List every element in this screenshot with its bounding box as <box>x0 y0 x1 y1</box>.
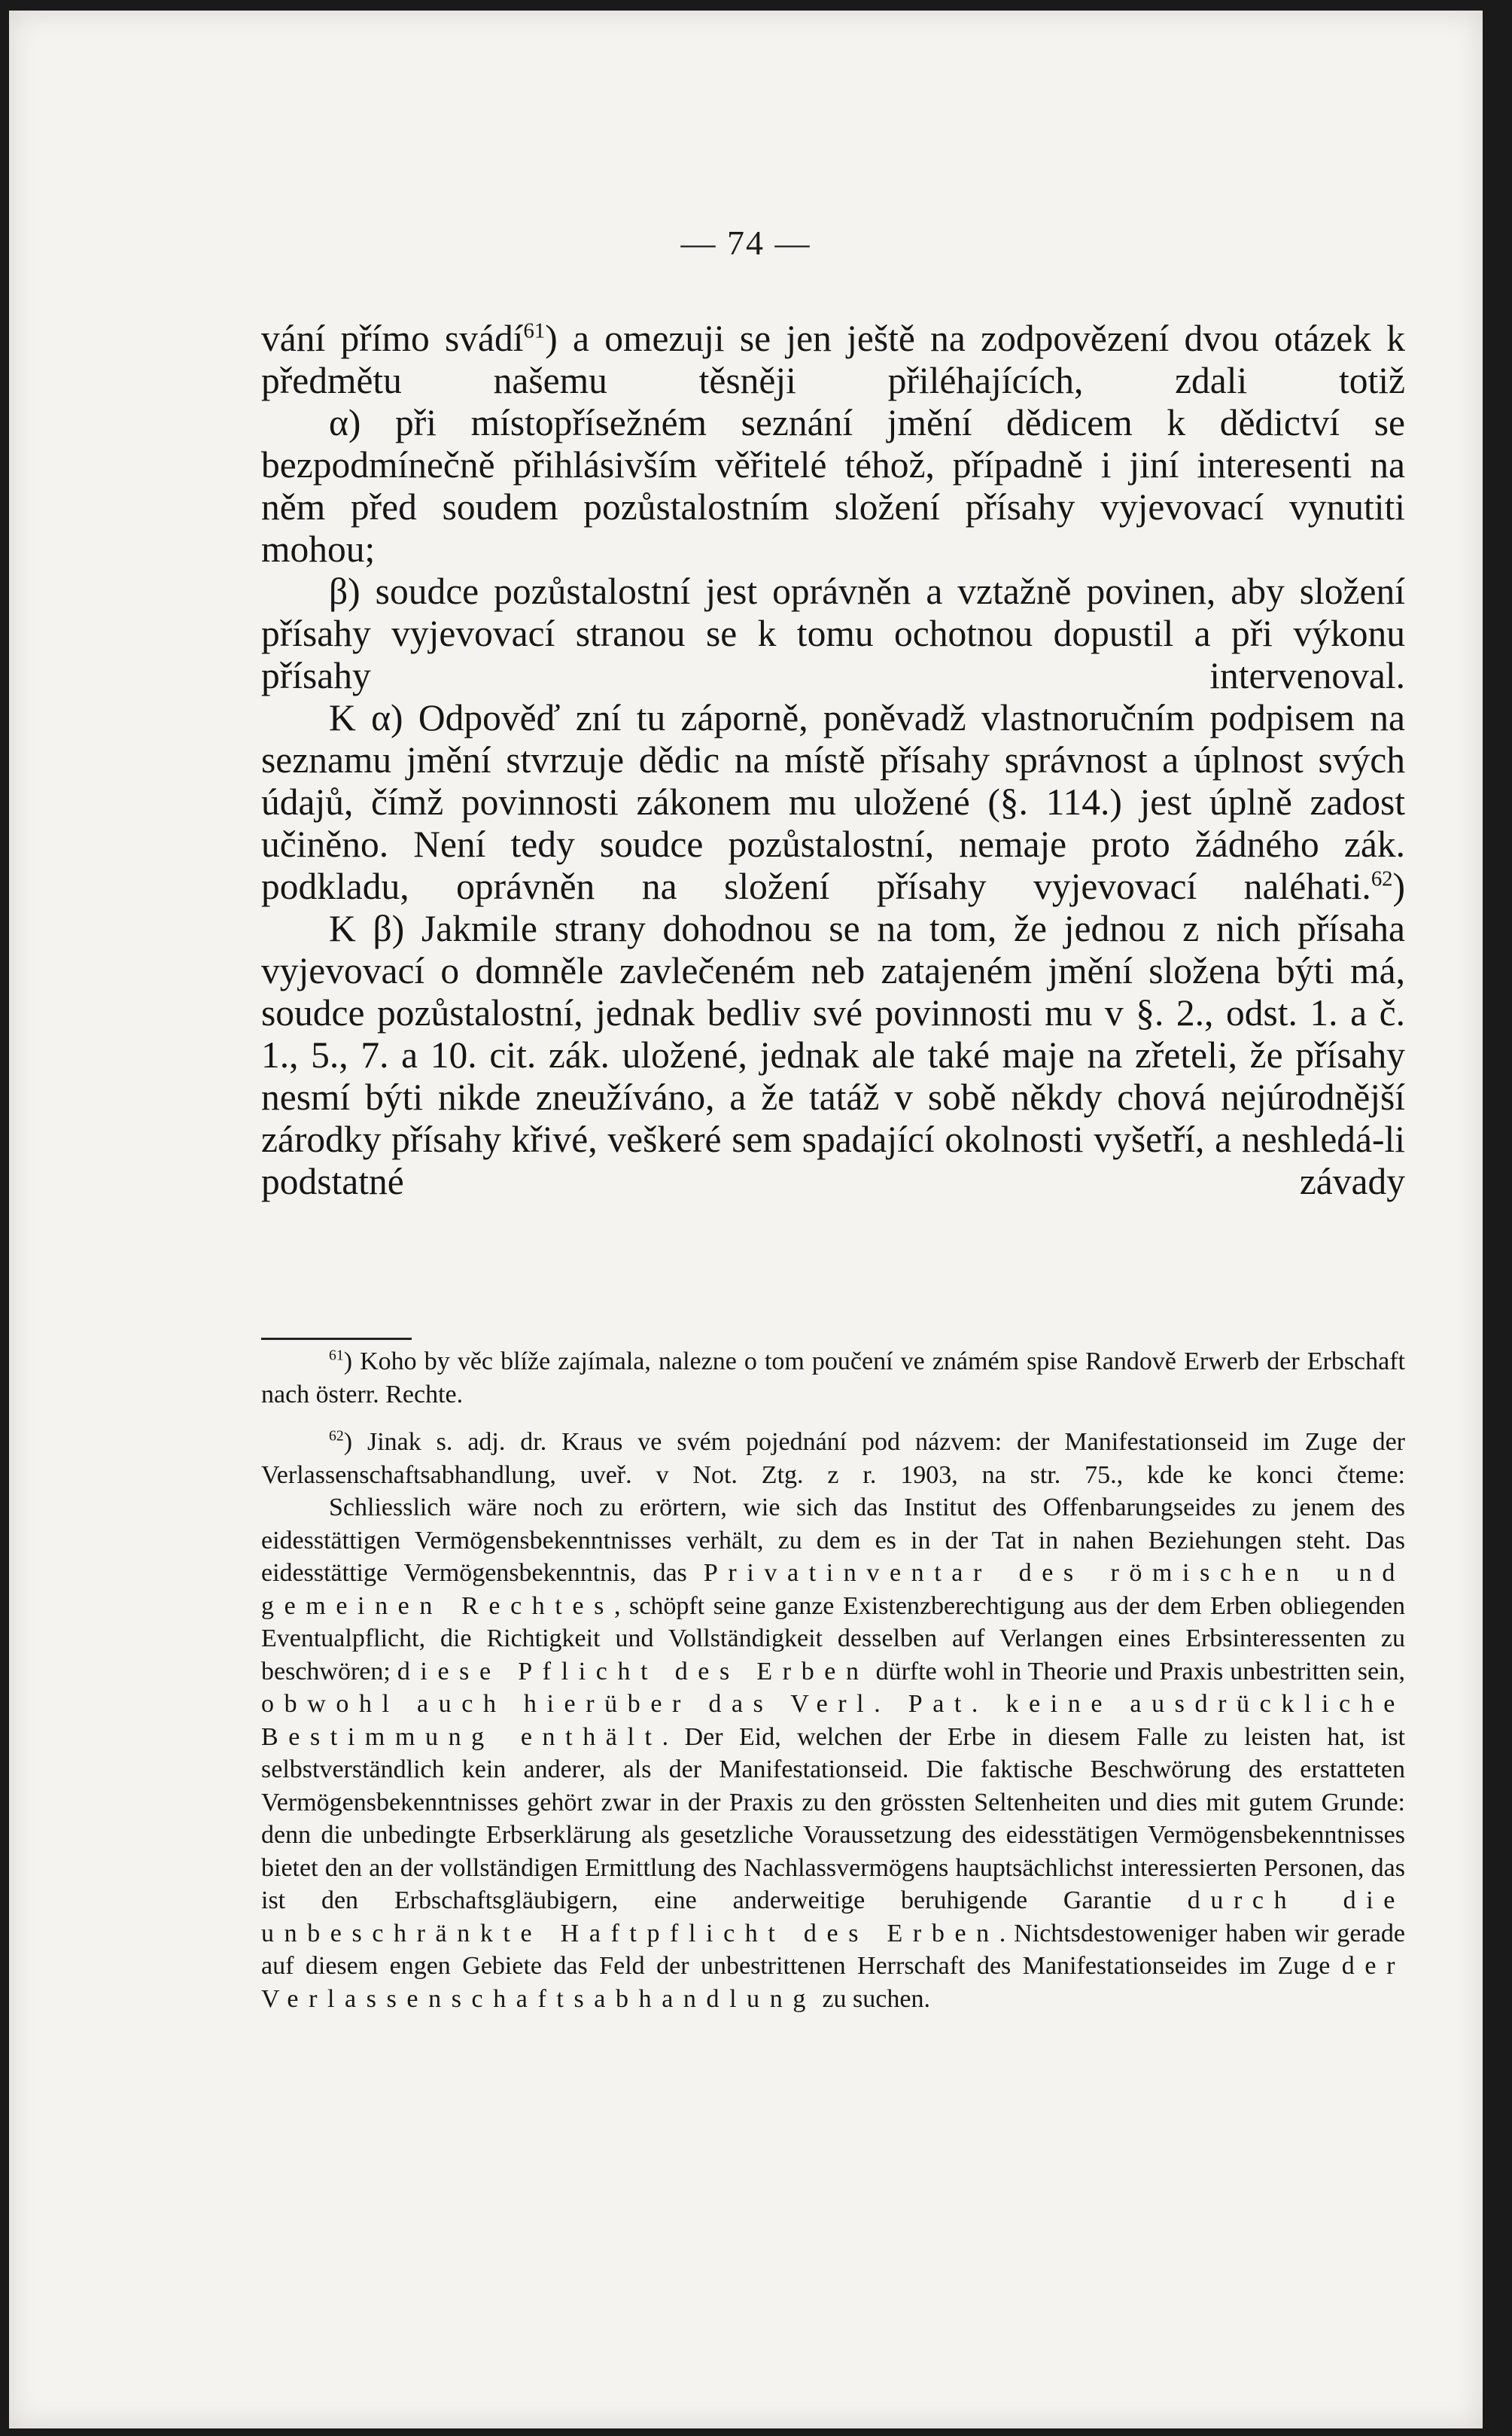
quote-part-1: Schliesslich wäre noch zu erörtern, wie sich das Institut des Offenbarungseides zu jenem des eidesstättigen Vermögensbekenntnisses verhält, zu dem es in der Tat in nahen Beziehungen steht. Das eidesstättige Vermögensbekenntnis, das <box>261 1494 1405 1587</box>
footnote-62-text: ) Jinak s. adj. dr. Kraus ve svém pojednání pod názvem: der Manifestationseid im Zuge der Verlassenschaftsabhandlung, uveř. v Not. Ztg. z r. 1903, na str. 75., kde ke konci čteme: <box>261 1428 1405 1489</box>
footnote-ref-61: 61 <box>523 318 546 343</box>
footnote-61-marker: 61 <box>329 1347 344 1364</box>
paragraph-intro <box>261 318 1405 402</box>
footnote-61 <box>261 1345 1405 1411</box>
book-page <box>9 11 1483 2428</box>
quote-spaced-3: obwohl auch hierüber das Verl. Pat. keine ausdrückliche Bestimmung enthält <box>261 1690 1405 1751</box>
page-number: — 74 — <box>680 224 811 262</box>
footnote-62-marker: 62 <box>329 1427 344 1445</box>
paragraph-k-beta: K β) Jakmile strany dohodnou se na tom, že jednou z nich přísaha vyjevovací o domněle zavlečeném neb zatajeném jmění složena býti má, soudce pozůstalostní, jednak bedliv své povinnosti mu v §. 2., odst. 1. a č. 1., 5., 7. a 10. cit. zák. uložené, jednak ale také maje na zřeteli, že přísahy nesmí býti nikde zneužíváno, a že tatáž v sobě někdy chová nejúrodnější zárodky přísahy křivé, veškeré sem spadající okolnosti vyšetří, a neshledá-li podstatné závady <box>261 908 1405 1202</box>
paragraph-beta: β) soudce pozůstalostní jest oprávněn a vztažně povinen, aby složení přísahy vyjevovací stranou se k tomu ochotnou dopustil a při výkonu přísahy intervenoval. <box>261 571 1405 696</box>
quote-part-4: . Der Eid, welchen der Erbe in diesem Falle zu leisten hat, ist selbstverständlich kein anderer, als der Manifestationseid. Die faktische Beschwörung des erstatteten Vermögensbekenntnisses gehört zwar in der Praxis zu den grössten Seltenheiten und dies mit gutem Grunde: denn die unbedingte Erbserklärung als gesetzliche Voraussetzung des eidesstätigen Vermögensbekenntnisses bietet den an der vollständigen Ermittlung des Nachlassvermögens hauptsächlichst interessierten Personen, das ist den Erbschaftsgläubigern, eine anderweitige beruhigende Garantie <box>261 1722 1405 1914</box>
footnote-ref-62: 62 <box>1371 866 1393 891</box>
paragraph-alpha: α) při místopřísežném seznání jmění dědicem k dědictví se bezpodmínečně přihlásivším věřitelé téhož, případně i jiní interesenti na něm před soudem pozůstalostním složení přísahy vyjevovací vynutiti mohou; <box>261 402 1405 570</box>
paragraph-k-alpha <box>261 697 1405 908</box>
k-alpha-end: ) <box>1392 866 1405 907</box>
quote-part-2: , schöpft seine ganze Existenzberechtigung aus der dem Erben obliegenden Eventualpflicht, die Richtigkeit und Vollständigkeit desselben auf Verlangen eines Erbsinteressenten zu beschwören; <box>261 1591 1405 1685</box>
footnotes <box>261 1345 1405 2015</box>
quote-spaced-4: durch die unbeschränkte Haftpflicht des Erben <box>261 1886 1405 1947</box>
quote-spaced-1: Privatinventar des römischen und gemeinen Rechtes <box>261 1559 1405 1620</box>
quote-part-5: . Nichtsdestoweniger haben wir gerade auf diesem engen Gebiete das Feld der unbestrittenen Herrschaft des Manifestationseides im Zuge <box>261 1919 1405 1980</box>
quote-part-6: zu suchen. <box>815 1984 930 2013</box>
main-text <box>261 318 1405 1203</box>
k-alpha-text: K α) Odpověď zní tu záporně, poněvadž vlastnoručním podpisem na seznamu jmění stvrzuje dědic na místě přísahy správnost a úplnost svých údajů, čímž povinnosti zákonem mu uložené (§. 114.) jest úplně zadost učiněno. Není tedy soudce pozůstalostní, nemaje proto žádného zák. podkladu, oprávněn na složení přísahy vyjevovací naléhati. <box>261 697 1405 907</box>
intro-rest: ) a omezuji se jen ještě na zodpovězení dvou otázek k předmětu našemu těsněji přiléhajících, zdali totiž <box>261 318 1406 401</box>
footnote-61-text: ) Koho by věc blíže zajímala, nalezne o tom poučení ve známém spise Randově Erwerb der Erbschaft nach österr. Rechte. <box>261 1347 1405 1408</box>
footnote-62 <box>261 1426 1405 1491</box>
footnote-rule <box>261 1338 412 1340</box>
quote-spaced-5: der Verlassenschaftsabhandlung <box>261 1952 1405 2013</box>
quote-part-3: dürfte wohl in Theorie und Praxis unbestritten sein, <box>869 1657 1405 1685</box>
footnote-62-quote <box>261 1491 1405 2015</box>
quote-spaced-2: diese Pflicht des Erben <box>397 1657 869 1685</box>
intro-text: vání přímo svádí <box>261 318 524 359</box>
